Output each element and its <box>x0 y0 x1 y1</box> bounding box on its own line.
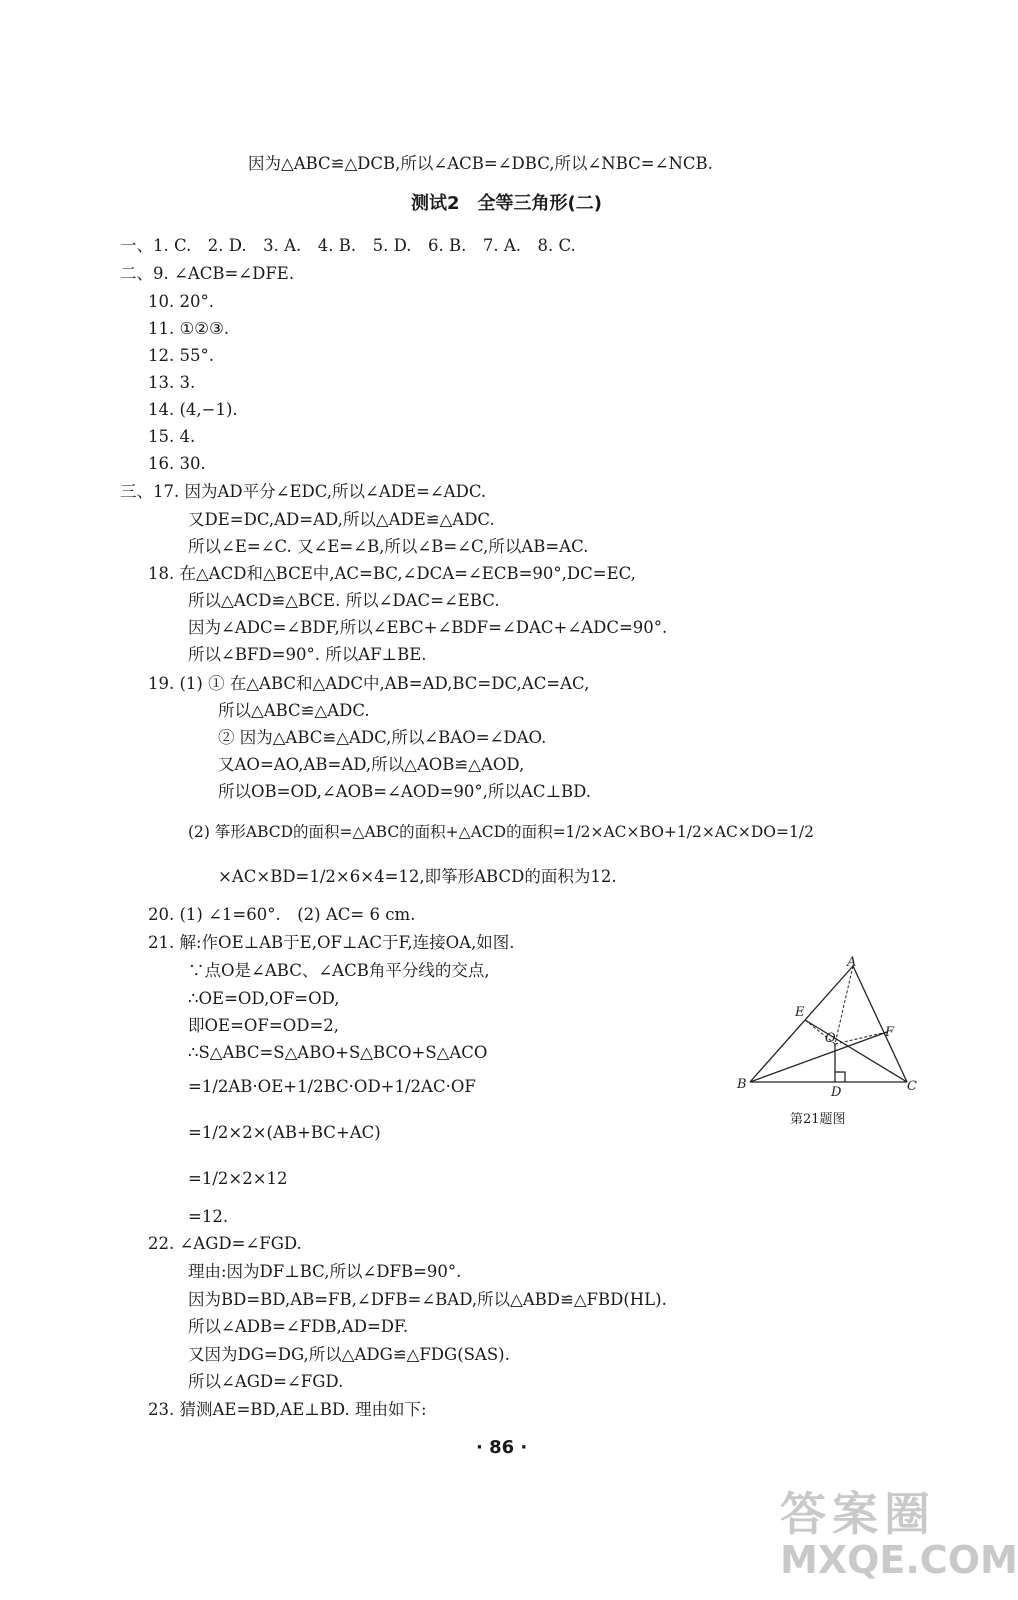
line-38: 所以∠ADB=∠FDB,AD=DF. <box>188 1317 409 1336</box>
line-24: ×AC×BD=1/2×6×4=12,即筝形ABCD的面积为12. <box>218 867 617 886</box>
label-F: F <box>885 1025 895 1040</box>
line-26: 21. 解:作OE⊥AB于E,OF⊥AC于F,连接OA,如图. <box>148 933 515 952</box>
line-3: 二、9. ∠ACB=∠DFE. <box>120 264 295 283</box>
label-E: E <box>795 1005 805 1020</box>
line-15: 所以△ACD≌△BCE. 所以∠DAC=∠EBC. <box>188 591 500 610</box>
line-39: 又因为DG=DG,所以△ADG≌△FDG(SAS). <box>188 1345 510 1364</box>
label-O: O <box>825 1031 836 1046</box>
line-40: 所以∠AGD=∠FGD. <box>188 1372 344 1391</box>
line-37: 因为BD=BD,AB=FB,∠DFB=∠BAD,所以△ABD≌△FBD(HL). <box>188 1290 667 1309</box>
line-30: ∴S△ABC=S△ABO+S△BCO+S△ACO <box>188 1043 488 1062</box>
line-5: 11. ①②③. <box>148 319 230 338</box>
line-8: 14. (4,−1). <box>148 400 238 419</box>
section-title: 测试2 全等三角形(二) <box>411 193 602 214</box>
line-32: =1/2×2×(AB+BC+AC) <box>188 1123 381 1142</box>
label-D: D <box>831 1085 842 1100</box>
watermark-logo: 答案圈 <box>780 1487 936 1541</box>
line-12: 又DE=DC,AD=AD,所以△ADE≌△ADC. <box>188 510 495 529</box>
line-0: 因为△ABC≌△DCB,所以∠ACB=∠DBC,所以∠NBC=∠NCB. <box>248 154 713 173</box>
line-16: 因为∠ADC=∠BDF,所以∠EBC+∠BDF=∠DAC+∠ADC=90°. <box>188 618 668 637</box>
line-18: 19. (1) ① 在△ABC和△ADC中,AB=AD,BC=DC,AC=AC, <box>148 674 590 693</box>
line-22: 所以OB=OD,∠AOB=∠AOD=90°,所以AC⊥BD. <box>218 782 591 801</box>
line-10: 16. 30. <box>148 454 206 473</box>
line-41: 23. 猜测AE=BD,AE⊥BD. 理由如下: <box>148 1400 427 1419</box>
line-34: =12. <box>188 1207 229 1226</box>
watermark-url: MXQE.COM <box>780 1538 1018 1582</box>
line-13: 所以∠E=∠C. 又∠E=∠B,所以∠B=∠C,所以AB=AC. <box>188 537 589 556</box>
line-14: 18. 在△ACD和△BCE中,AC=BC,∠DCA=∠ECB=90°,DC=EC, <box>148 564 636 583</box>
line-7: 13. 3. <box>148 373 196 392</box>
line-11: 三、17. 因为AD平分∠EDC,所以∠ADE=∠ADC. <box>120 482 487 501</box>
figure-caption: 第21题图 <box>790 1112 846 1127</box>
line-23: (2) 筝形ABCD的面积=△ABC的面积+△ACD的面积=1/2×AC×BO+1/2×AC×DO=1/2 <box>188 823 814 841</box>
line-35: 22. ∠AGD=∠FGD. <box>148 1234 302 1253</box>
line-31: =1/2AB·OE+1/2BC·OD+1/2AC·OF <box>188 1077 476 1096</box>
label-A: A <box>847 955 857 970</box>
line-2: 一、1. C. 2. D. 3. A. 4. B. 5. D. 6. B. 7. A. 8. C. <box>120 236 576 255</box>
line-25: 20. (1) ∠1=60°. (2) AC= 6 cm. <box>148 905 416 924</box>
line-17: 所以∠BFD=90°. 所以AF⊥BE. <box>188 645 427 664</box>
line-4: 10. 20°. <box>148 292 214 311</box>
line-20: ② 因为△ABC≌△ADC,所以∠BAO=∠DAO. <box>218 728 547 747</box>
line-29: 即OE=OF=OD=2, <box>188 1016 340 1035</box>
line-27: ∵点O是∠ABC、∠ACB角平分线的交点, <box>188 961 490 980</box>
triangle-figure <box>735 955 917 1100</box>
line-9: 15. 4. <box>148 427 196 446</box>
line-36: 理由:因为DF⊥BC,所以∠DFB=90°. <box>188 1262 462 1281</box>
line-28: ∴OE=OD,OF=OD, <box>188 989 340 1008</box>
label-B: B <box>737 1077 747 1092</box>
page-number: · 86 · <box>476 1437 528 1458</box>
line-19: 所以△ABC≌△ADC. <box>218 701 370 720</box>
line-6: 12. 55°. <box>148 346 214 365</box>
label-C: C <box>907 1079 917 1094</box>
line-33: =1/2×2×12 <box>188 1169 288 1188</box>
line-21: 又AO=AO,AB=AD,所以△AOB≌△AOD, <box>218 755 525 774</box>
